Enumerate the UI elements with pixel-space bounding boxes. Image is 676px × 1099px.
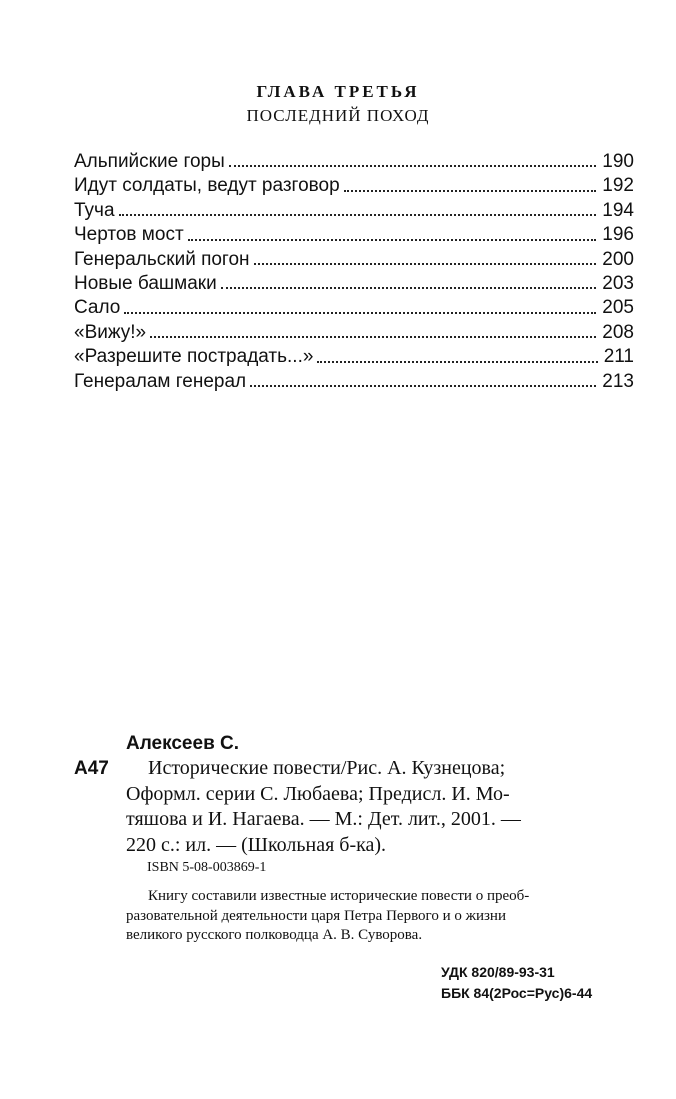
- toc-leader-dots: [221, 287, 597, 289]
- chapter-title: ПОСЛЕДНИЙ ПОХОД: [246, 106, 430, 125]
- bbk-code: ББК 84(2Рос=Рус)6-44: [441, 985, 593, 1001]
- isbn: ISBN 5-08-003869-1: [147, 860, 267, 875]
- author-name: Алексеев С.: [126, 733, 240, 754]
- toc-entry-title: Генералам генерал: [74, 370, 247, 392]
- toc-entry-page: 194: [602, 199, 634, 221]
- bibliographic-line: Оформл. серии С. Любаева; Предисл. И. Мо-: [126, 782, 510, 805]
- toc-entry-page: 205: [602, 297, 634, 319]
- toc-entry-title: Новые башмаки: [74, 272, 217, 294]
- toc-entry: [74, 345, 634, 369]
- bibliographic-line: Исторические повести/Рис. А. Кузнецова;: [148, 757, 506, 779]
- toc-entry-title: Альпийские горы: [74, 151, 225, 172]
- toc-leader-dots: [229, 165, 597, 167]
- toc-entry: [74, 199, 634, 223]
- toc-leader-dots: [344, 190, 597, 192]
- toc-leader-dots: [119, 214, 597, 216]
- toc-entry-page: 211: [603, 346, 634, 368]
- toc-entry-title: Сало: [74, 297, 121, 319]
- toc-entry-title: «Разрешите пострадать...»: [74, 346, 314, 368]
- toc-entry: [74, 223, 634, 247]
- bibliographic-description: [126, 756, 596, 858]
- toc-entry-page: 203: [602, 272, 634, 294]
- catalog-code: А47: [74, 758, 109, 779]
- toc-leader-dots: [188, 239, 597, 241]
- book-annotation: [126, 887, 606, 946]
- toc-entry: [74, 321, 634, 345]
- toc-leader-dots: [250, 385, 596, 387]
- toc-entry: [74, 174, 634, 198]
- chapter-label: ГЛАВА ТРЕТЬЯ: [256, 82, 420, 101]
- toc-entry-title: Чертов мост: [74, 224, 184, 246]
- toc-leader-dots: [124, 312, 596, 314]
- toc-entry: [74, 370, 634, 394]
- toc-entry: [74, 272, 634, 296]
- toc-leader-dots: [317, 361, 597, 363]
- toc-entry-page: 192: [602, 175, 634, 197]
- bibliographic-line: 220 с.: ил. — (Школьная б-ка).: [126, 833, 387, 856]
- toc-entry-title: Идут солдаты, ведут разговор: [74, 175, 340, 197]
- annotation-line: Книгу составили известные исторические повести о преоб-: [148, 888, 530, 904]
- toc-entry: [74, 150, 634, 174]
- toc-entry-title: Туча: [74, 199, 115, 221]
- toc-leader-dots: [150, 336, 596, 338]
- toc-entry-page: 200: [602, 248, 634, 270]
- toc-entry-page: 213: [602, 370, 634, 392]
- bibliographic-line: тяшова и И. Нагаева. — М.: Дет. лит., 2001. —: [126, 808, 521, 831]
- toc-entry-title: Генеральский погон: [74, 248, 250, 270]
- toc-entry: [74, 248, 634, 272]
- annotation-line: разовательной деятельности царя Петра Первого и о жизни: [126, 907, 506, 924]
- classification-codes: [441, 962, 592, 1004]
- toc-entry-title: «Вижу!»: [74, 321, 147, 343]
- toc-entry-page: 190: [602, 151, 634, 172]
- toc-leader-dots: [254, 263, 597, 265]
- table-of-contents: [74, 150, 634, 394]
- udk-code: УДК 820/89-93-31: [441, 964, 555, 980]
- annotation-line: великого русского полководца А. В. Суворова.: [126, 927, 423, 943]
- toc-entry-page: 208: [602, 321, 634, 343]
- toc-entry-page: 196: [602, 224, 634, 246]
- toc-entry: [74, 296, 634, 320]
